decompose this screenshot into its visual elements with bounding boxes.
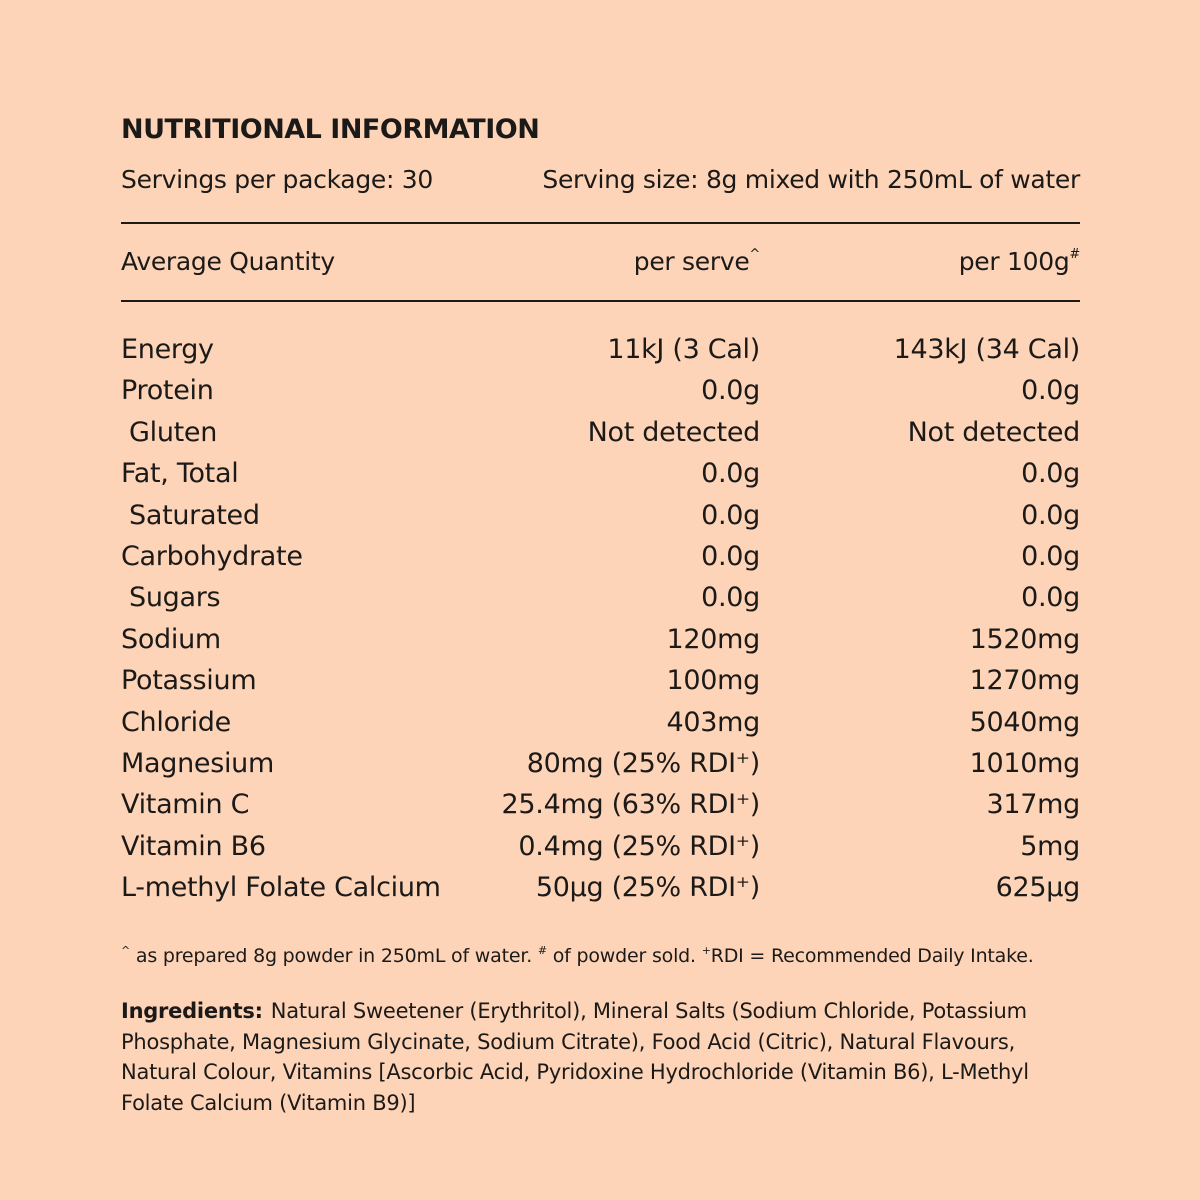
row-label: Fat, Total — [121, 458, 239, 490]
row-per-100g: 0.0g — [1021, 375, 1080, 407]
header-per-serve-label: per serve — [633, 247, 750, 276]
table-row — [121, 826, 1080, 867]
table-row — [121, 619, 1080, 660]
header-per-serve-mark: ^ — [749, 247, 760, 262]
row-per-100g: 5040mg — [969, 706, 1080, 738]
row-label: Sodium — [121, 623, 221, 655]
row-per-serve: 403mg — [666, 706, 760, 738]
footnote-text-100g: of powder sold. — [546, 945, 702, 968]
row-per-100g: 0.0g — [1021, 540, 1080, 572]
row-per-serve: 0.0g — [701, 458, 760, 490]
table-row — [121, 577, 1080, 618]
row-per-serve: 100mg — [666, 665, 760, 697]
footnote-text-rdi: RDI = Recommended Daily Intake. — [710, 945, 1034, 968]
header-per-100g-mark: # — [1069, 247, 1080, 262]
footnote — [121, 942, 1080, 970]
row-label: L-methyl Folate Calcium — [121, 872, 441, 904]
row-per-100g: Not detected — [907, 416, 1080, 448]
table-row — [121, 329, 1080, 370]
row-label: Chloride — [121, 706, 231, 738]
row-per-serve: 0.0g — [701, 540, 760, 572]
row-per-100g: 625µg — [995, 872, 1080, 904]
header-average-quantity: Average Quantity — [121, 247, 335, 276]
footnote-mark-serve: ^ — [121, 944, 131, 958]
header-divider — [121, 300, 1080, 302]
servings-info — [121, 162, 1080, 198]
row-per-100g: 143kJ (34 Cal) — [893, 334, 1080, 365]
row-label: Protein — [121, 375, 214, 407]
row-per-100g: 1520mg — [969, 623, 1080, 655]
nutrition-rows — [121, 329, 1080, 908]
row-per-serve: Not detected — [587, 416, 760, 448]
footnote-text-serve: as prepared 8g powder in 250mL of water. — [130, 945, 538, 968]
row-per-serve: 120mg — [666, 623, 760, 655]
servings-per-package: Servings per package: 30 — [121, 165, 433, 194]
row-per-100g: 317mg — [986, 789, 1080, 821]
row-per-100g: 1010mg — [969, 747, 1080, 779]
row-per-serve: 0.0g — [701, 582, 760, 614]
row-per-100g: 0.0g — [1021, 499, 1080, 531]
serving-size: Serving size: 8g mixed with 250mL of water — [542, 165, 1080, 194]
header-per-serve — [500, 224, 760, 300]
row-per-100g: 0.0g — [1021, 582, 1080, 614]
ingredients — [121, 996, 1080, 1118]
table-row — [121, 453, 1080, 494]
row-label: Vitamin B6 — [121, 830, 266, 862]
row-per-100g: 0.0g — [1021, 458, 1080, 490]
row-label: Vitamin C — [121, 789, 250, 821]
table-row — [121, 784, 1080, 825]
table-row — [121, 370, 1080, 411]
table-row — [121, 660, 1080, 701]
row-label: Gluten — [129, 416, 218, 448]
footnote-mark-rdi: + — [701, 944, 711, 958]
row-per-100g: 5mg — [1020, 830, 1080, 862]
row-label: Potassium — [121, 665, 257, 697]
footnote-mark-100g: # — [537, 944, 547, 958]
table-header — [121, 224, 1080, 300]
table-row — [121, 412, 1080, 453]
table-row — [121, 495, 1080, 536]
panel-title: NUTRITIONAL INFORMATION — [121, 114, 540, 145]
row-label: Sugars — [129, 582, 221, 614]
row-label: Saturated — [129, 499, 260, 531]
row-per-100g: 1270mg — [969, 665, 1080, 697]
row-per-serve: 11kJ (3 Cal) — [607, 334, 760, 365]
row-per-serve: 0.4mg (25% RDI⁺) — [518, 830, 760, 862]
header-per-100g-label: per 100g — [958, 247, 1070, 276]
ingredients-label: Ingredients: — [121, 999, 263, 1024]
row-per-serve: 80mg (25% RDI⁺) — [526, 747, 760, 779]
header-per-100g — [760, 224, 1080, 300]
table-row — [121, 867, 1080, 908]
row-per-serve: 50µg (25% RDI⁺) — [535, 872, 760, 904]
row-label: Energy — [121, 334, 214, 365]
nutrition-panel — [121, 110, 1080, 1118]
table-row — [121, 743, 1080, 784]
row-label: Carbohydrate — [121, 540, 303, 572]
row-per-serve: 0.0g — [701, 375, 760, 407]
row-per-serve: 25.4mg (63% RDI⁺) — [501, 789, 760, 821]
table-row — [121, 536, 1080, 577]
ingredients-text: Natural Sweetener (Erythritol), Mineral Salts (Sodium Chloride, Potassium Phosphate, Magnesium Glycinate, Sodium Citrate), Food Acid (Citric), Natural Flavours, Natural Colour, Vitamins [Ascorbic Acid, Pyridoxine Hydrochloride (Vitamin B6), L-Methyl Folate Calcium (Vitamin B9)] — [121, 999, 1029, 1115]
row-label: Magnesium — [121, 747, 274, 779]
row-per-serve: 0.0g — [701, 499, 760, 531]
table-row — [121, 702, 1080, 743]
